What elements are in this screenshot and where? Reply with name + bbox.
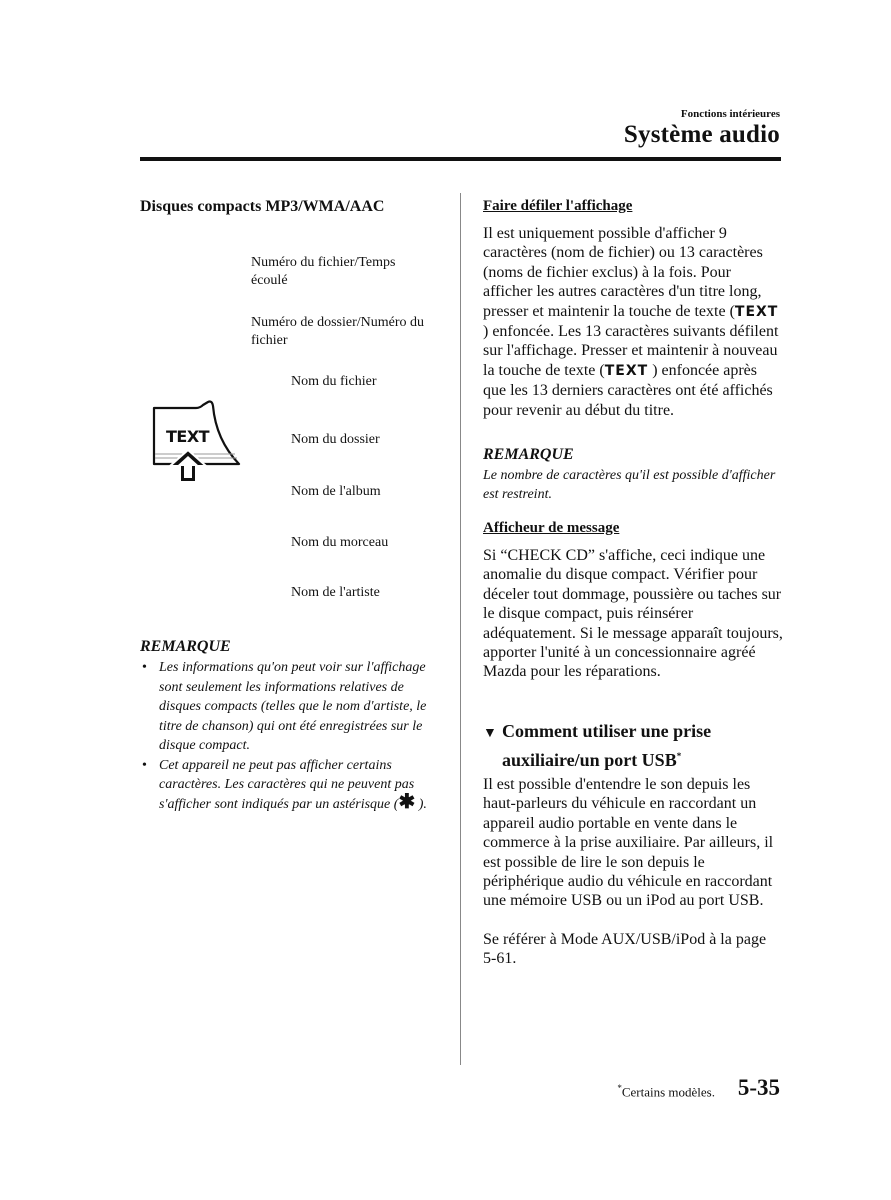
remark-item [141,756,441,815]
remark-text: Le nombre de caractères qu'il est possible d'afficher est restreint. [483,468,776,502]
label-track-name: Nom du morceau [291,535,389,550]
section-label: Fonctions intérieures [680,108,780,120]
scroll-display-heading: Faire défiler l'affichage [483,198,633,214]
message-display-heading: Afficheur de message [483,520,620,536]
aux-usb-paragraph: Il est possible d'entendre le son depuis les haut-parleurs du véhicule en raccordant un appareil audio portable en vente dans le commerce à la prise auxiliaire. Par ailleurs, il est possible de lire le son depuis le périphérique audio du véhicule en raccordant une mémoire USB ou un iPod au port USB. [483,776,774,910]
message-display-paragraph: Si “CHECK CD” s'affiche, ceci indique une anomalie du disque compact. Vérifier pour déceler tout dommage, poussière ou taches sur le disque compact, puis réinsérer adéquatement. Si le message apparaît toujours, apporter l'unité à un concessionnaire agréé Mazda pour les réparations. [483,547,783,681]
text-button-illustration [150,400,246,488]
bullet: • [142,660,147,675]
header-rule [140,157,781,161]
remark-heading: REMARQUE [140,638,231,655]
page-number: 5-35 [737,1075,780,1100]
label-folder-file-number: Numéro de dossier/Numéro du fichier [251,315,425,348]
remark-list [141,658,441,814]
paragraph-part: Il est uniquement possible d'afficher 9 caractères (nom de fichier) ou 13 caractères (noms de fichier exclus) à la fois. Pour afficher les autres caractères d'un titre long, presser et maintenir la touche de texte ( [483,225,763,320]
section-heading: Disques compacts MP3/WMA/AAC [140,198,385,215]
text-key-label: TEXT [734,303,779,320]
triangle-icon: ▼ [483,726,497,741]
paragraph-part: ) enfoncée après que les 13 derniers caractères ont été affichés pour revenir au début du titre. [483,361,773,419]
scroll-display-paragraph [483,224,783,420]
remark-text: Cet appareil ne peut pas afficher certains caractères. Les caractères qui ne peuvent pas s'afficher sont indiqués par un astérisque ( [159,757,415,812]
aux-heading-line2: auxiliaire/un port USB [502,750,677,770]
text-key-label: TEXT [604,362,649,379]
bullet: • [142,757,147,773]
label-file-number-time: Numéro du fichier/Temps écoulé [251,255,396,288]
asterisk-icon: * [617,1083,622,1093]
text-button-label: TEXT [166,427,210,446]
remark-heading: REMARQUE [483,446,574,463]
aux-heading-line1: Comment utiliser une prise [502,721,712,741]
label-folder-name: Nom du dossier [291,432,380,447]
footer-note [617,1083,715,1100]
page-title: Système audio [623,121,780,148]
column-divider [460,193,461,1065]
label-artist-name: Nom de l'artiste [291,585,380,600]
footer-note-text: Certains modèles. [621,1084,715,1100]
aux-usb-heading [483,720,783,771]
remark-text-end: ). [415,796,427,812]
label-album-name: Nom de l'album [291,484,381,499]
label-file-name: Nom du fichier [291,374,377,389]
paragraph-part: ) enfoncée. Les 13 caractères suivants défilent sur l'affichage. Presser et maintenir à nouveau la touche de texte ( [483,323,779,379]
remark-item [141,658,441,756]
asterisk-icon: * [676,751,682,761]
asterisk-icon: ✱ [398,790,416,813]
aux-usb-reference: Se référer à Mode AUX/USB/iPod à la page 5-61. [483,931,767,968]
remark-text: Les informations qu'on peut voir sur l'affichage sont seulement les informations relatives de disques compacts (telles que le nom d'artiste, le titre de chanson) qui ont été enregistrées sur le disque compact. [159,660,427,753]
